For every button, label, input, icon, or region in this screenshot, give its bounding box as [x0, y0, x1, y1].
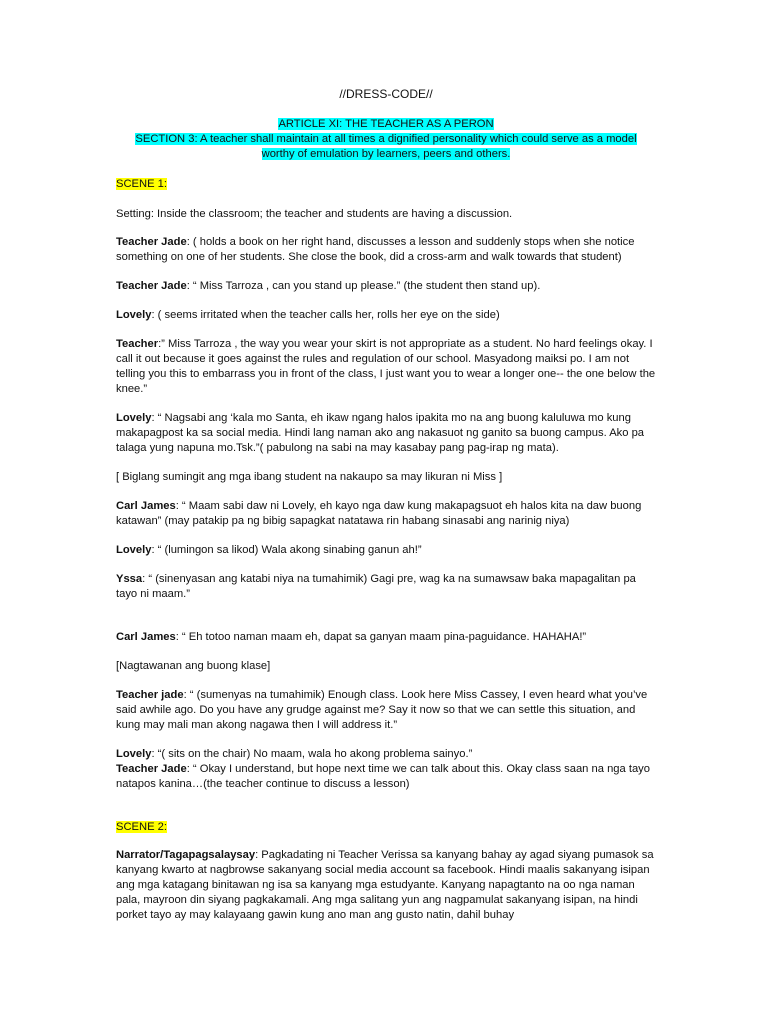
- speaker-name: Narrator/Tagapagsalaysay: [116, 849, 256, 861]
- stage-direction-1: [ Biglang sumingit ang mga ibang student na nakaupo sa may likuran ni Miss ]: [116, 471, 503, 483]
- speaker-name: Carl James: [116, 500, 176, 512]
- section-text-line1: SECTION 3: A teacher shall maintain at all times a dignified personality which could serve as a model: [135, 133, 637, 145]
- document-body: [116, 87, 656, 923]
- dialogue-text: : “ (sumenyas na tumahimik) Enough class. Look here Miss Cassey, I even heard what you’ve said awhile ago. Do you have any grudge against me? Say it now so that we can settle this situation, and kung may mali man akong nagawa then I will address it.”: [116, 689, 648, 731]
- speaker-name: Carl James: [116, 631, 176, 643]
- dialogue-text: : ( holds a book on her right hand, discusses a lesson and suddenly stops when she notice something on one of her students. She close the book, did a cross-arm and walk towards that student): [116, 236, 635, 263]
- dialogue-text: : “ Eh totoo naman maam eh, dapat sa ganyan maam pina-paguidance. HAHAHA!”: [175, 631, 587, 643]
- scene-1-label: SCENE 1:: [116, 178, 167, 190]
- section-text-line2: worthy of emulation by learners, peers and others.: [261, 148, 511, 160]
- dialogue-text: : “ (sinenyasan ang katabi niya na tumahimik) Gagi pre, wag ka na sumawsaw baka mapagalitan pa tayo ni maam.”: [116, 573, 636, 600]
- speaker-name: Lovely: [116, 748, 152, 760]
- document-title: //DRESS-CODE//: [339, 87, 433, 101]
- dialogue-text: : “( sits on the chair) No maam, wala ho akong problema sainyo.”: [151, 748, 473, 760]
- dialogue-4: [116, 337, 656, 397]
- speaker-name: Lovely: [116, 544, 152, 556]
- dialogue-text: :” Miss Tarroza , the way you wear your skirt is not appropriate as a student. No hard feelings okay. I call it out because it goes against the rules and regulation of our school. Masyadong maiksi po. I am not telling you this to embarrass you in front of the class, I just want you to wear a longer one-- the one below the knee.”: [116, 338, 656, 395]
- dialogue-3: [116, 308, 656, 323]
- dialogue-11: [116, 747, 656, 762]
- dialogue-text: : “ Okay I understand, but hope next time we can talk about this. Okay class saan na nga tayo natapos kanina…(the teacher continue to discuss a lesson): [116, 763, 650, 790]
- speaker-name: Lovely: [116, 412, 152, 424]
- dialogue-9: [116, 630, 656, 645]
- dialogue-1: [116, 235, 656, 265]
- speaker-name: Teacher Jade: [116, 763, 187, 775]
- dialogue-5: [116, 411, 656, 456]
- speaker-name: Teacher Jade: [116, 236, 187, 248]
- speaker-name: Teacher Jade: [116, 280, 187, 292]
- speaker-name: Teacher jade: [116, 689, 184, 701]
- dialogue-text: : “ Miss Tarroza , can you stand up please.” (the student then stand up).: [186, 280, 541, 292]
- narrator-paragraph: [116, 848, 656, 923]
- speaker-name: Teacher: [116, 338, 159, 350]
- dialogue-10: [116, 688, 656, 733]
- dialogue-text: : “ (lumingon sa likod) Wala akong sinabing ganun ah!”: [151, 544, 422, 556]
- dialogue-8: [116, 572, 656, 602]
- article-block: [116, 117, 656, 162]
- setting-line: Setting: Inside the classroom; the teacher and students are having a discussion.: [116, 208, 513, 220]
- speaker-name: Yssa: [116, 573, 143, 585]
- stage-direction-2: [Nagtawanan ang buong klase]: [116, 660, 271, 672]
- scene-2-label: SCENE 2:: [116, 821, 167, 833]
- narrator-text: : Pagkadating ni Teacher Verissa sa kanyang bahay ay agad siyang pumasok sa kanyang kwarto at nagbrowse sakanyang social media account sa facebook. Hindi maalis sakanyang isipan ang mga katagang binitawan ng isa sa kanyang mga estudyante. Kanyang napagtanto na oo nga naman pala, mayroon din siyang pagkakamali. Ang mga salitang yun ang nagpamulat sakanyang isipan, na hindi porket tayo ay may kalayaang gawin kung ano man ang gusto natin, dahil buhay: [116, 849, 654, 921]
- dialogue-text: : “ Maam sabi daw ni Lovely, eh kayo nga daw kung makapagsuot eh halos kita na daw buong katawan” (may patakip pa ng bibig sapagkat natatawa rin habang sinasabi ang narinig niya): [116, 500, 642, 527]
- dialogue-7: [116, 543, 656, 558]
- article-heading: ARTICLE XI: THE TEACHER AS A PERON: [278, 118, 494, 130]
- dialogue-6: [116, 499, 656, 529]
- speaker-name: Lovely: [116, 309, 152, 321]
- dialogue-12: [116, 762, 656, 792]
- dialogue-2: [116, 279, 656, 294]
- dialogue-text: : “ Nagsabi ang ‘kala mo Santa, eh ikaw ngang halos ipakita mo na ang buong kaluluwa mo kung makapagpost ka sa social media. Hindi lang naman ako ang nakasuot ng ganito sa buong campus. Ako pa talaga yung napuna mo.Tsk.”( pabulong na sabi na may kasabay pang pag-irap ng mata).: [116, 412, 645, 454]
- dialogue-text: : ( seems irritated when the teacher calls her, rolls her eye on the side): [151, 309, 500, 321]
